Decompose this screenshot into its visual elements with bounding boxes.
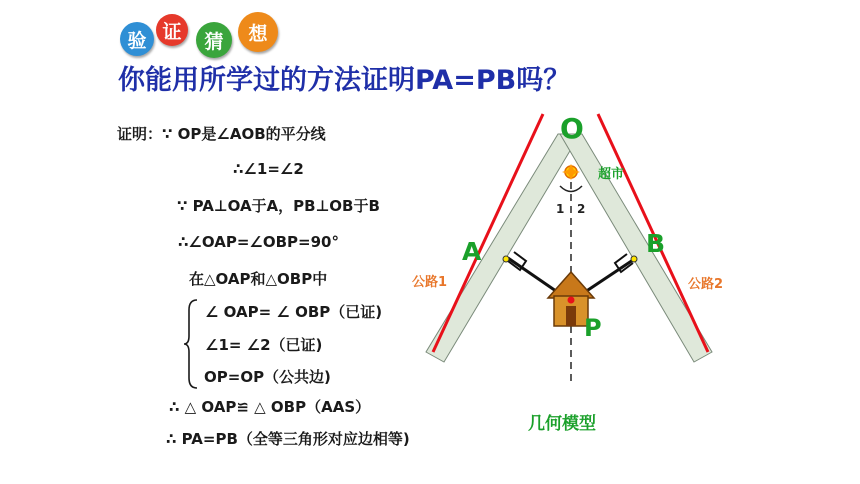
angle-label-1: 1 — [556, 202, 565, 216]
road-2-band — [560, 134, 712, 362]
proof-line-7: ∴ PA=PB（全等三角形对应边相等) — [166, 430, 410, 448]
road-1-line — [433, 114, 543, 352]
condition-brace — [183, 298, 201, 390]
condition-3: OP=OP（公共边) — [204, 368, 331, 386]
supermarket-label: 超市 — [598, 167, 625, 182]
label-o: O — [560, 112, 584, 145]
proof-line-1: 证明：∵ OP是∠AOB的平分线 — [117, 125, 326, 143]
proof-line-5: 在△OAP和△OBP中 — [189, 270, 328, 288]
proof-line-6: ∴ △ OAP≌ △ OBP（AAS） — [169, 398, 371, 416]
badge-xiang: 想 — [238, 12, 278, 52]
road-2-label: 公路2 — [688, 277, 724, 292]
point-a — [503, 256, 509, 262]
proof-line-4: ∴∠OAP=∠OBP=90° — [178, 233, 339, 251]
label-b: B — [646, 229, 666, 258]
point-p — [568, 297, 575, 304]
badge-yan: 验 — [120, 22, 154, 56]
question-heading: 你能用所学过的方法证明PA=PB吗？ — [118, 65, 571, 96]
proof-line-2: ∴∠1=∠2 — [233, 160, 304, 178]
badge-cai: 猜 — [196, 22, 232, 58]
supermarket-icon — [562, 164, 580, 180]
proof-line-3: ∵ PA⊥OA于A，PB⊥OB于B — [177, 197, 380, 215]
geometry-diagram — [400, 100, 780, 440]
condition-2: ∠1= ∠2（已证) — [205, 336, 323, 354]
label-a: A — [462, 237, 482, 266]
label-p: P — [584, 314, 602, 342]
point-b — [631, 256, 637, 262]
road-1-label: 公路1 — [412, 275, 448, 290]
angle-label-2: 2 — [577, 202, 586, 216]
road-1-band — [426, 134, 580, 362]
badge-zheng: 证 — [156, 14, 188, 46]
condition-1: ∠ OAP= ∠ OBP（已证) — [205, 303, 383, 321]
model-label: 几何模型 — [528, 414, 596, 434]
